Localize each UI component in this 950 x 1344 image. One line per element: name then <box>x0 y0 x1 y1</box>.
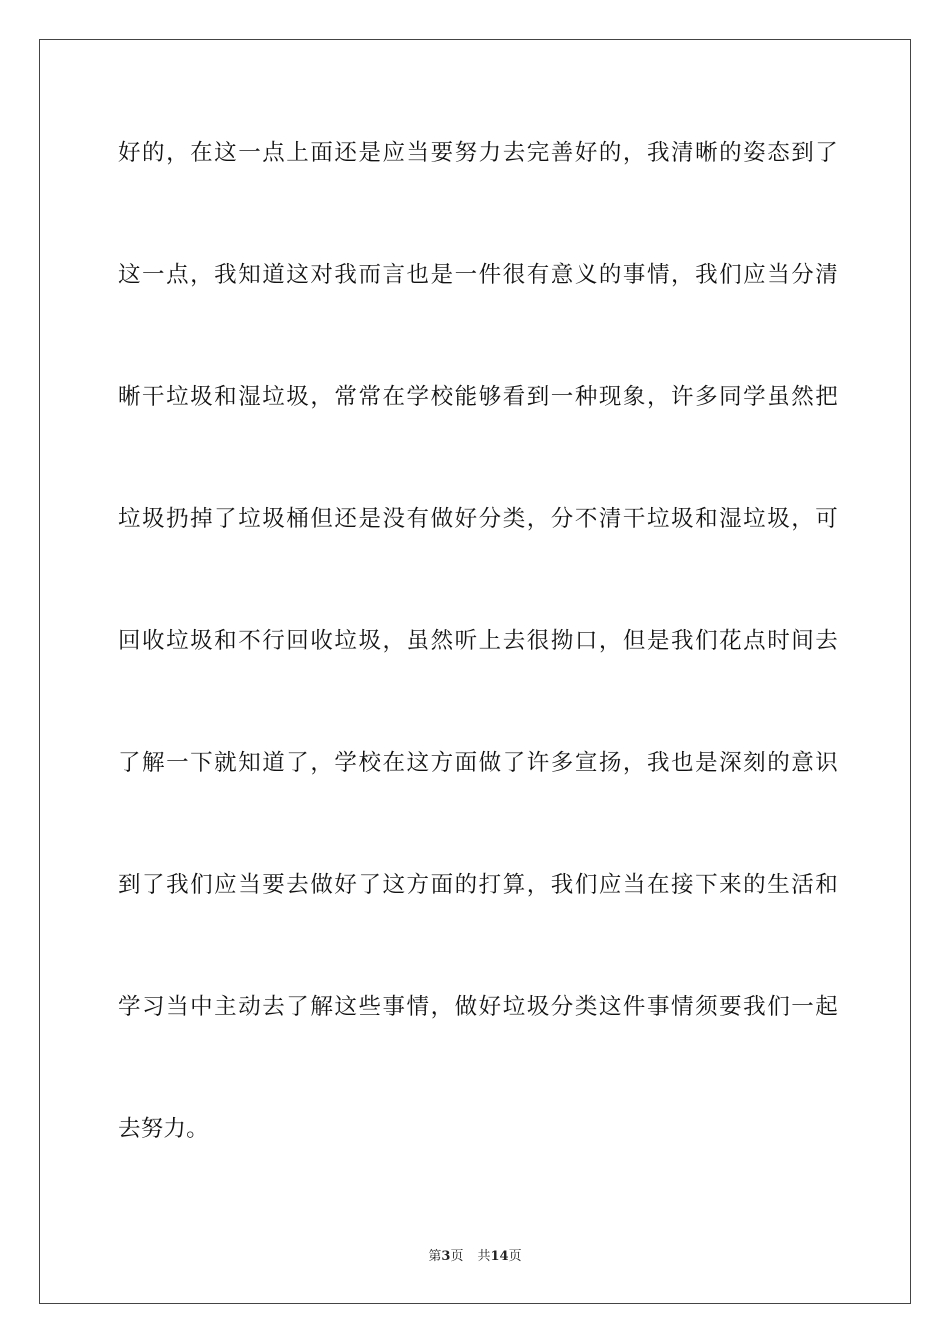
total-suffix: 页 <box>508 1249 522 1264</box>
total-prefix: 共 <box>477 1249 491 1264</box>
paragraph-line: 晰干垃圾和湿垃圾，常常在学校能够看到一种现象，许多同学虽然把 <box>118 384 838 410</box>
paragraph-line: 垃圾扔掉了垃圾桶但还是没有做好分类，分不清干垃圾和湿垃圾，可 <box>118 506 838 532</box>
paragraph-line: 回收垃圾和不行回收垃圾，虽然听上去很拗口，但是我们花点时间去 <box>118 628 838 654</box>
paragraph-line: 了解一下就知道了，学校在这方面做了许多宣扬，我也是深刻的意识 <box>118 750 838 776</box>
paragraph-line: 这一点，我知道这对我而言也是一件很有意义的事情，我们应当分清 <box>118 262 838 288</box>
page-footer <box>0 1248 950 1266</box>
paragraph-line: 学习当中主动去了解这些事情，做好垃圾分类这件事情须要我们一起 <box>118 994 838 1020</box>
paragraph-last-line: 去努力。 <box>118 1116 209 1142</box>
page-number: 3 <box>441 1249 451 1264</box>
paragraph-line: 到了我们应当要去做好了这方面的打算，我们应当在接下来的生活和 <box>118 872 838 898</box>
paragraph-line: 好的，在这一点上面还是应当要努力去完善好的，我清晰的姿态到了 <box>118 140 838 166</box>
total-pages: 14 <box>490 1249 509 1264</box>
page-prefix: 第 <box>428 1249 442 1264</box>
page-suffix: 页 <box>450 1249 464 1264</box>
